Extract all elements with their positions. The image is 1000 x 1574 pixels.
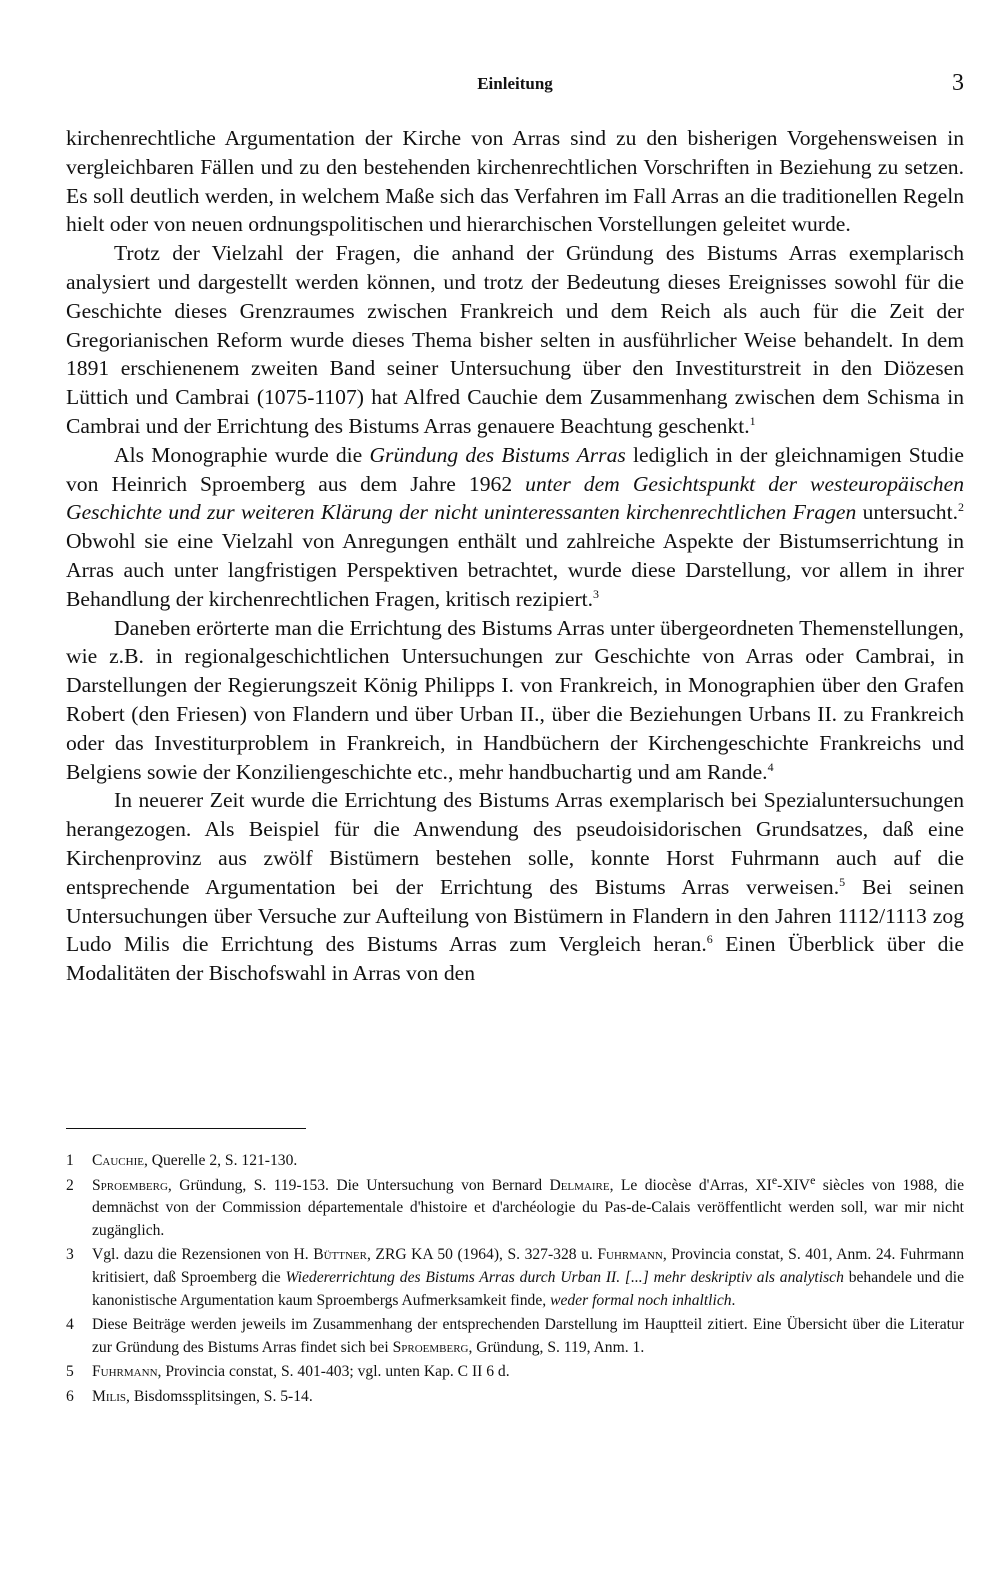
footnote-quote-italic: Wiedererrichtung des Bistums Arras durch Urban II. [...] mehr deskriptiv als analytisch (285, 1268, 844, 1286)
footnote-5 (66, 1361, 964, 1384)
footnote-body: , Provincia constat, S. 401, Anm. 24. Fuhrmann kritisiert, daß Sproemberg die (92, 1246, 964, 1286)
paragraph-3-title-italic: Gründung des Bistums Arras (369, 442, 626, 467)
footnote-ref-1: 1 (749, 413, 756, 428)
paragraph-3-text-a: Als Monographie wurde die (114, 442, 370, 467)
footnote-number: 5 (66, 1363, 74, 1381)
paragraph-5-text-b: Bei seinen Untersuchungen über Versuche zur Aufteilung von Bistümern in Flandern in den Jahren 1112/1113 zog Ludo Milis die Errichtung des Bistums Arras zum Vergleich heran. (66, 874, 964, 957)
footnote-body: Diese Beiträge werden jeweils im Zusammenhang der entsprechenden Darstellung im Hauptteil zitiert. Eine Übersicht über die Literatur zur Gründung des Bistums Arras findet sich bei (92, 1316, 964, 1356)
footnote-author: Fuhrmann (597, 1246, 663, 1264)
footnote-number: 1 (66, 1152, 74, 1169)
footnote-2 (66, 1172, 965, 1243)
footnote-body: , ZRG KA 50 (1964), S. 327-328 u. (367, 1246, 598, 1264)
footnote-body: , Gründung, S. 119, Anm. 1. (468, 1338, 645, 1356)
footnote-body: , Gründung, S. 119-153. Die Untersuchung von Bernard (167, 1176, 550, 1194)
paragraph-3-text-c: lediglich in der gleichnamigen Studie von Heinrich Sproemberg aus dem Jahre 1962 (66, 442, 964, 496)
footnote-author: Milis (92, 1387, 127, 1405)
superscript: e (810, 1172, 816, 1187)
footnote-text (92, 1172, 965, 1243)
footnote-body: , Le diocèse d'Arras, XI (609, 1176, 772, 1194)
footnote-text (92, 1314, 964, 1359)
paragraph-5-text-c: Einen Überblick über die Modalitäten der Bischofswahl in Arras von den (66, 932, 964, 986)
footnote-text (92, 1244, 964, 1312)
footnote-6 (66, 1386, 964, 1409)
footnote-author: Fuhrmann (92, 1363, 158, 1381)
footnote-body: , Provincia constat, S. 401-403; vgl. unten Kap. C II 6 d. (157, 1363, 510, 1381)
footnotes (66, 1128, 964, 1411)
paragraph-4 (66, 614, 964, 787)
page-number: 3 (952, 70, 964, 96)
footnote-body: siècles von 1988, die demnächst von der Commission départementale d'histoire et d'archéologie du Pas-de-Calais veröffentlicht werden soll, war mir nicht zugänglich. (92, 1176, 965, 1239)
footnote-quote-italic: weder formal noch inhaltlich (550, 1291, 732, 1309)
footnote-ref-2: 2 (958, 500, 964, 515)
footnote-body: -XIV (777, 1176, 811, 1194)
paragraph-3-quote-italic: unter dem Gesichtspunkt der westeuropäischen Geschichte und zur weiteren Klärung der nicht uninteressanten kirchenrechtlichen Fragen (66, 471, 964, 525)
paragraph-5-text-a: In neuerer Zeit wurde die Errichtung des Bistums Arras exemplarisch bei Spezialuntersuchungen herangezogen. Als Beispiel für die Anwendung des pseudoisidorischen Grundsatzes, daß eine Kirchenprovinz aus zwölf Bistümern bestehen solle, konnte Horst Fuhrmann auch auf die entsprechende Argumentation bei der Errichtung des Bistums Arras verweisen. (66, 788, 964, 899)
paragraph-1-text: kirchenrechtliche Argumentation der Kirche von Arras sind zu den bisherigen Vorgehensweisen in vergleichbaren Fällen und zu den bestehenden kirchenrechtlichen Vorschriften in Beziehung zu setzen. Es soll deutlich werden, in welchem Maße sich das Verfahren im Fall Arras an die traditionellen Regeln hielt oder von neuen ordnungspolitischen und hierarchischen Vorstellungen geleitet wurde. (66, 126, 964, 237)
footnote-author: Delmaire (549, 1176, 610, 1194)
footnote-author: Büttner (313, 1246, 367, 1264)
footnote-author: Cauchie (92, 1152, 144, 1169)
footnote-text (92, 1386, 964, 1409)
footnote-author: Sproemberg (92, 1176, 168, 1194)
footnote-text (92, 1361, 964, 1384)
footnote-body: , Querelle 2, S. 121-130. (143, 1152, 298, 1169)
paragraph-2-text: Trotz der Vielzahl der Fragen, die anhand der Gründung des Bistums Arras exemplarisch analysiert und dargestellt werden können, und trotz der Bedeutung dieses Ereignisses sowohl für die Geschichte dieses Grenzraumes zwischen Frankreich und dem Reich als auch für die Zeit der Gregorianischen Reform wurde dieses Thema bisher selten in ausführlicher Weise behandelt. In dem 1891 erschienenem zweiten Band seiner Untersuchung über den Investiturstreit in den Diözesen Lüttich und Cambrai (1075-1107) hat Alfred Cauchie dem Zusammenhang zwischen dem Schisma in Cambrai und der Errichtung des Bistums Arras genauere Beachtung geschenkt. (66, 241, 964, 438)
paragraph-3-text-e: untersucht. (856, 500, 958, 525)
paragraph-3-text-f: Obwohl sie eine Vielzahl von Anregungen enthält und zahlreiche Aspekte der Bistumserrichtung in Arras auch unter langfristigen Perspektiven betrachtet, wurde diese Darstellung, vor allem in ihrer Behandlung der kirchenrechtlichen Fragen, kritisch rezipiert. (66, 529, 964, 611)
footnote-ref-4: 4 (767, 759, 774, 774)
footnote-body: , Bisdomssplitsingen, S. 5-14. (126, 1387, 313, 1405)
footnote-number: 2 (66, 1176, 74, 1194)
footnote-ref-3: 3 (593, 586, 600, 601)
footnote-number: 4 (66, 1316, 74, 1334)
footnote-text (92, 1150, 964, 1173)
page-header (66, 70, 964, 98)
footnote-ref-6: 6 (706, 932, 713, 947)
footnote-ref-5: 5 (839, 874, 846, 889)
superscript: e (771, 1172, 778, 1187)
paragraph-5 (66, 786, 964, 988)
paragraph-3 (66, 441, 964, 614)
footnote-number: 6 (66, 1387, 74, 1405)
paragraph-1 (66, 124, 964, 239)
footnote-divider (66, 1128, 306, 1129)
main-text (66, 124, 964, 988)
paragraph-2 (66, 239, 964, 441)
footnote-3 (66, 1244, 964, 1312)
footnote-body: . (731, 1291, 736, 1309)
footnote-1 (66, 1150, 964, 1173)
paragraph-4-text: Daneben erörterte man die Errichtung des Bistums Arras unter übergeordneten Themenstellungen, wie z.B. in regionalgeschichtlichen Untersuchungen zur Geschichte von Arras oder Cambrai, in Darstellungen der Regierungszeit König Philipps I. von Frankreich, in Monographien über den Grafen Robert (den Friesen) von Flandern und über Urban II., über die Beziehungen Urbans II. zu Frankreich oder das Investiturproblem in Frankreich, in Handbüchern der Kirchengeschichte Frankreichs und Belgiens sowie der Konziliengeschichte etc., mehr handbuchartig und am Rande. (66, 615, 964, 784)
footnote-4 (66, 1314, 964, 1359)
footnote-number: 3 (66, 1246, 74, 1264)
footnote-body: behandele und die kanonistische Argumentation kaum Sproembergs Aufmerksamkeit finde, (92, 1268, 965, 1309)
footnote-body: Vgl. dazu die Rezensionen von H. (92, 1246, 314, 1264)
footnote-author: Sproemberg (392, 1338, 469, 1356)
running-title: Einleitung (477, 74, 553, 93)
